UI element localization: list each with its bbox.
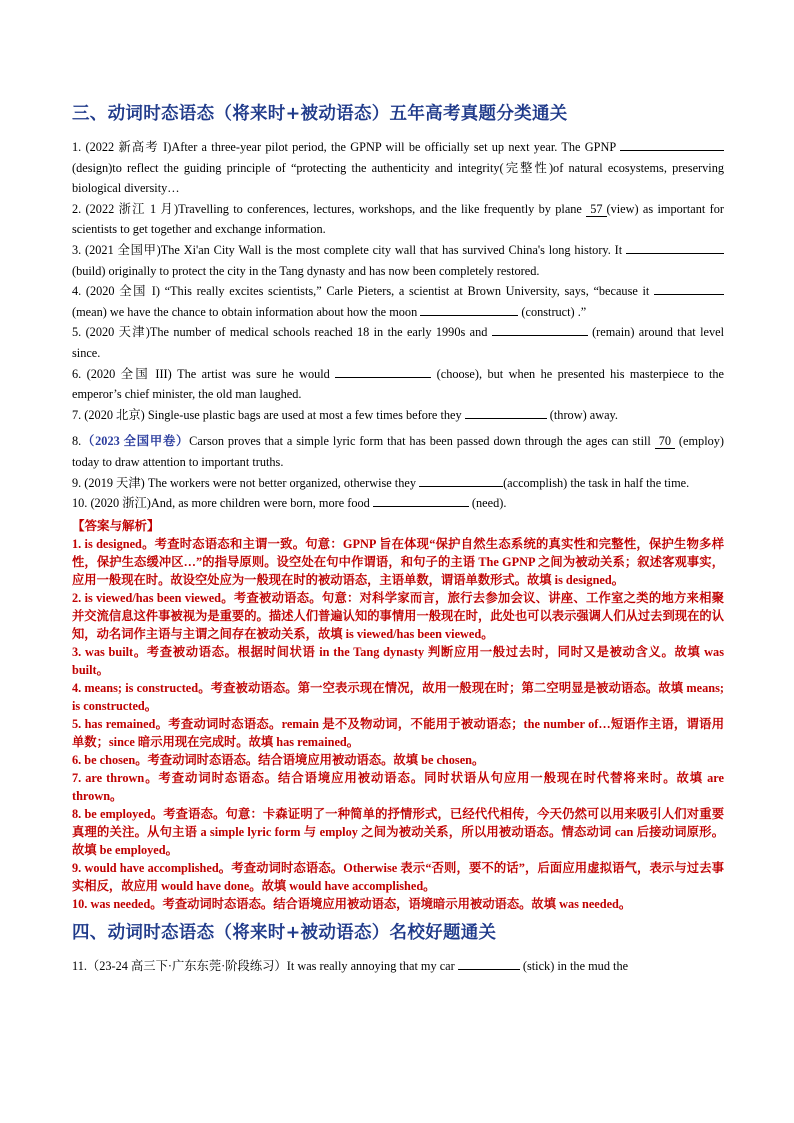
answer-7: 7. are thrown。考查动词时态语态。结合语境应用被动语态。同时状语从句应用一般现在时代替将来时。故填 are thrown。 xyxy=(72,770,724,803)
answer-blank-10[interactable] xyxy=(373,493,469,507)
answer-blank-2[interactable]: 57 xyxy=(586,202,606,217)
answers-title: 【答案与解析】 xyxy=(72,518,160,533)
answer-blank-4a[interactable] xyxy=(654,281,724,295)
answer-8: 8. be employed。考查语态。句意：卡森证明了一种简单的抒情形式，已经代代相传，今天仍然可以用来吸引人们对重要真理的关注。从句主语 a simple lyric form 与 employ 之间为被动关系，所以用被动语态。情态动词 can 后接动词原形。故填 be employed。 xyxy=(72,806,724,857)
answer-5: 5. has remained。考查动词时态语态。remain 是不及物动词，不能用于被动语态；the number of…短语作主语，谓语用单数；since 暗示用现在完成时。故填 has remained。 xyxy=(72,716,724,749)
worksheet-page xyxy=(72,100,728,976)
section-3-title: 三、动词时态语态（将来时+被动语态）五年高考真题分类通关 xyxy=(72,104,568,124)
question-11: 11.（23-24 高三下·广东东莞·阶段练习）It was really annoying that my car (stick) in the mud the xyxy=(72,956,724,977)
question-8: 8.（2023 全国甲卷）Carson proves that a simple lyric form that has been passed down through the ages can still 70 (employ) today to draw attention to important truths. xyxy=(72,434,728,469)
question-1: 1. (2022 新高考 I)After a three-year pilot period, the GPNP will be officially set up next year. The GPNP (design)to reflect the guiding principle of “protecting the authenticity and integrity(完整性)of natural ecosystems, preserving biological diversity… xyxy=(72,137,724,199)
answer-6: 6. be chosen。考查动词时态语态。结合语境应用被动语态。故填 be chosen。 xyxy=(72,752,485,767)
question-2: 2. (2022 浙江 1 月)Travelling to conferences, lectures, workshops, and the like frequently by plane 57 (view) as important for scientists to get together and exchange information. xyxy=(72,201,728,237)
question-9: 9. (2019 天津) The workers were not better organized, otherwise they (accomplish) the task in half the time. xyxy=(72,473,724,494)
answer-10: 10. was needed。考查动词时态语态。结合语境应用被动语态，语境暗示用被动语态。故填 was needed。 xyxy=(72,896,632,911)
question-5: 5. (2020 天津)The number of medical schools reached 18 in the early 1990s and (remain) around that level since. xyxy=(72,322,724,363)
question-4: 4. (2020 全国 I) “This really excites scientists,” Carle Pieters, a scientist at Brown University, says, “because it (mean) we have the chance to obtain information about how the moon (construct) .” xyxy=(72,281,724,322)
answer-blank-11[interactable] xyxy=(458,956,520,970)
question-6: 6. (2020 全国 III) The artist was sure he would (choose), but when he presented his masterpiece to the emperor’s chief minister, the old man laughed. xyxy=(72,364,724,405)
answer-4: 4. means; is constructed。考查被动语态。第一空表示现在情况，故用一般现在时；第二空明显是被动语态。故填 means; is constructed。 xyxy=(72,680,724,713)
question-8-source: （2023 全国甲卷） xyxy=(81,434,190,449)
section-4-title: 四、动词时态语态（将来时+被动语态）名校好题通关 xyxy=(72,922,497,943)
answer-blank-9[interactable] xyxy=(419,473,503,487)
answer-blank-5[interactable] xyxy=(492,322,588,336)
answer-3: 3. was built。考查被动语态。根据时间状语 in the Tang dynasty 判断应用一般过去时，同时又是被动含义。故填 was built。 xyxy=(72,644,724,677)
question-10: 10. (2020 浙江)And, as more children were born, more food (need). xyxy=(72,493,724,514)
answer-9: 9. would have accomplished。考查动词时态语态。Otherwise 表示“否则，要不的话”，后面应用虚拟语气，表示与过去事实相反，故应用 would have done。故填 would have accomplished。 xyxy=(72,860,724,893)
answer-2: 2. is viewed/has been viewed。考查被动语态。句意：对科学家而言，旅行去参加会议、讲座、工作室之类的地方来相聚并交流信息这件事被视为是重要的。描述人们普遍认知的事情用一般现在时，此处也可以表示强调人们从过去到现在的认知，动名词作主语与主谓之间存在被动关系，故填 is viewed/has been viewed。 xyxy=(72,590,724,641)
answer-blank-7[interactable] xyxy=(465,405,547,419)
answer-blank-4b[interactable] xyxy=(420,302,518,316)
answer-blank-1[interactable] xyxy=(620,137,724,151)
answer-1: 1. is designed。考查时态语态和主谓一致。句意：GPNP 旨在体现“保护自然生态系统的真实性和完整性，保护生物多样性，保护生态缓冲区…”的指导原则。设空处在句中作谓语，和句子的主语 The GPNP 之间为被动关系；叙述客观事实，应用一般现在时。故设空处应为一般现在时的被动语态，主语单数，谓语单数形式。故填 is designed。 xyxy=(72,536,724,587)
answer-blank-8[interactable]: 70 xyxy=(655,434,675,449)
answer-blank-6[interactable] xyxy=(335,364,431,378)
question-3: 3. (2021 全国甲)The Xi'an City Wall is the most complete city wall that has survived China's long history. It (build) originally to protect the city in the Tang dynasty and has now been completely restored. xyxy=(72,240,724,281)
question-7: 7. (2020 北京) Single-use plastic bags are used at most a few times before they (throw) away. xyxy=(72,405,724,426)
answer-blank-3[interactable] xyxy=(626,240,724,254)
